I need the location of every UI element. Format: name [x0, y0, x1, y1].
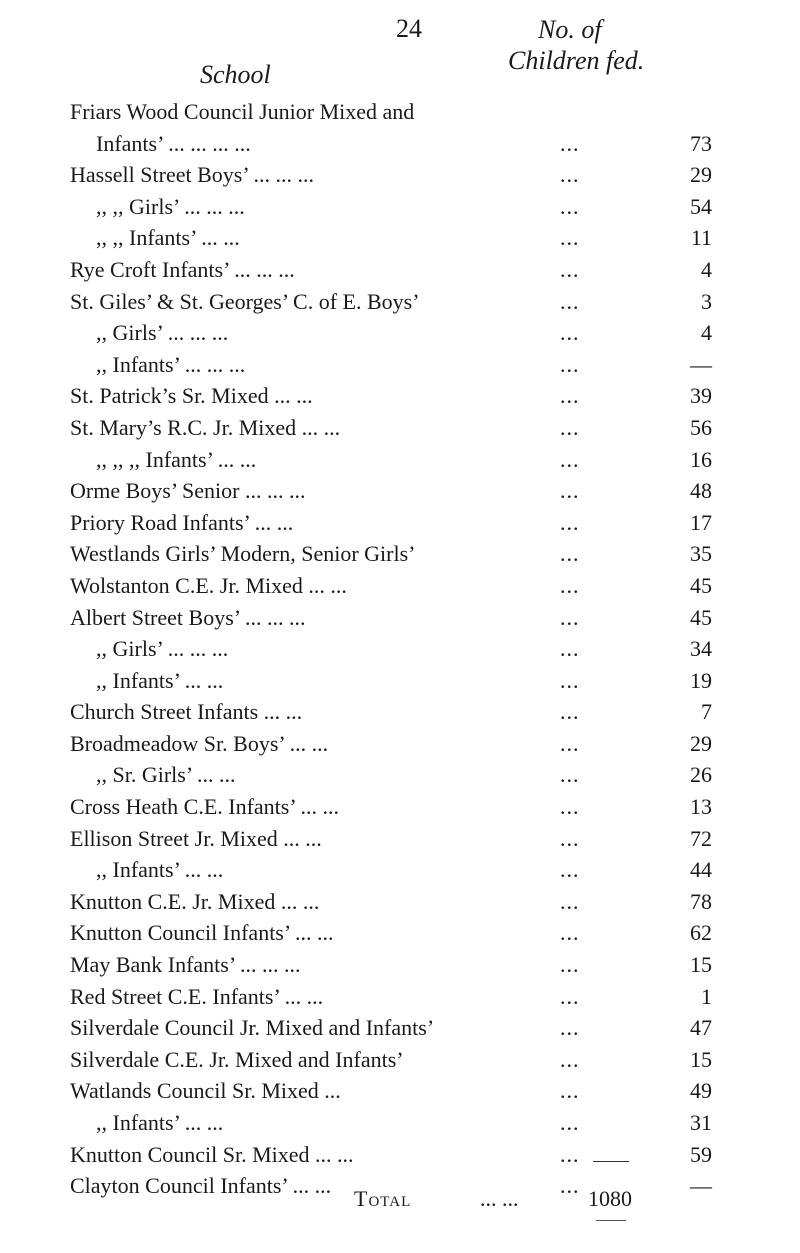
children-fed-value: 4: [701, 256, 712, 282]
total-leader-dots: ... ...: [480, 1186, 519, 1211]
table-row: [70, 475, 770, 507]
table-row: [70, 1075, 770, 1107]
school-name: Westlands Girls’ Modern, Senior Girls’: [70, 541, 416, 567]
school-name: Knutton Council Sr. Mixed ... ...: [70, 1141, 354, 1167]
table-row: [70, 538, 770, 570]
school-name: ,, Infants’ ... ...: [96, 857, 224, 883]
table-row: [70, 254, 770, 286]
school-name: Ellison Street Jr. Mixed ... ...: [70, 825, 322, 851]
children-fed-value: 78: [690, 888, 712, 914]
school-name: Albert Street Boys’ ... ... ...: [70, 604, 306, 630]
school-name: ,, Infants’ ... ...: [96, 1110, 224, 1135]
children-fed-value: 31: [690, 1110, 712, 1135]
school-name: ,, Infants’ ... ...: [96, 667, 224, 693]
school-name: Watlands Council Sr. Mixed ...: [70, 1078, 341, 1104]
table-row: [70, 1107, 770, 1139]
children-fed-value: 48: [690, 478, 712, 504]
leader-dots: ...: [560, 952, 580, 978]
total-label: Total: [354, 1186, 412, 1211]
total-row: [0, 1183, 800, 1215]
table-row: [70, 507, 770, 539]
school-name: ,, Girls’ ... ... ...: [96, 636, 229, 662]
children-fed-value: 13: [690, 794, 712, 820]
school-name: Cross Heath C.E. Infants’ ... ...: [70, 794, 340, 820]
children-fed-value: 59: [690, 1141, 712, 1167]
leader-dots: ...: [560, 446, 580, 472]
children-fed-value: 56: [690, 414, 712, 440]
school-name: Broadmeadow Sr. Boys’ ... ...: [70, 730, 329, 756]
leader-dots: ...: [560, 541, 580, 567]
leader-dots: ...: [560, 857, 580, 883]
leader-dots: ...: [560, 288, 580, 314]
children-fed-value: 7: [701, 699, 712, 725]
leader-dots: ...: [560, 478, 580, 504]
leader-dots: ...: [560, 762, 580, 788]
children-fed-value: 47: [690, 1015, 712, 1041]
leader-dots: ...: [560, 699, 580, 725]
children-fed-value: 34: [690, 636, 712, 662]
children-fed-value: 29: [690, 162, 712, 188]
school-name: St. Patrick’s Sr. Mixed ... ...: [70, 383, 313, 409]
table-row: [70, 665, 770, 697]
leader-dots: ...: [560, 794, 580, 820]
school-column-heading: School: [200, 60, 271, 89]
table-row: [70, 222, 770, 254]
table-row: [70, 728, 770, 760]
leader-dots: ...: [560, 1173, 580, 1199]
table-row: [70, 886, 770, 918]
leader-dots: ...: [560, 888, 580, 914]
page-number: 24: [396, 14, 422, 43]
table-row: [70, 412, 770, 444]
table-row: [70, 854, 770, 886]
school-name: Clayton Council Infants’ ... ...: [70, 1173, 332, 1199]
leader-dots: ...: [560, 351, 580, 377]
children-fed-value: 35: [690, 541, 712, 567]
children-fed-value: 11: [690, 225, 712, 251]
table-row: [70, 759, 770, 791]
total-value: 1080: [588, 1186, 632, 1211]
leader-dots: ...: [560, 730, 580, 756]
school-name: Hassell Street Boys’ ... ... ...: [70, 162, 315, 188]
children-fed-value: 16: [690, 446, 712, 472]
table-row: [70, 791, 770, 823]
school-name: Priory Road Infants’ ... ...: [70, 509, 294, 535]
school-name: St. Mary’s R.C. Jr. Mixed ... ...: [70, 414, 341, 440]
children-fed-value: 73: [690, 130, 712, 156]
school-name: ,, Girls’ ... ... ...: [96, 320, 229, 346]
children-fed-value: 4: [701, 320, 712, 346]
children-fed-value: 54: [690, 193, 712, 219]
children-fed-value: 3: [701, 288, 712, 314]
children-fed-value: 29: [690, 730, 712, 756]
school-name: Friars Wood Council Junior Mixed and: [70, 99, 415, 124]
leader-dots: ...: [560, 604, 580, 630]
leader-dots: ...: [560, 667, 580, 693]
children-fed-value: 19: [690, 667, 712, 693]
school-name: St. Giles’ & St. Georges’ C. of E. Boys’: [70, 288, 420, 314]
children-fed-value: —: [690, 351, 712, 377]
school-name: ,, Sr. Girls’ ... ...: [96, 762, 236, 788]
leader-dots: ...: [560, 1078, 580, 1104]
leader-dots: ...: [560, 320, 580, 346]
children-fed-value: 17: [690, 509, 712, 535]
school-name: Silverdale C.E. Jr. Mixed and Infants’: [70, 1046, 404, 1072]
children-fed-value: 72: [690, 825, 712, 851]
table-row: [70, 633, 770, 665]
children-fed-value: —: [690, 1173, 712, 1199]
table-row: [70, 96, 770, 128]
table-row: [70, 317, 770, 349]
school-name: Red Street C.E. Infants’ ... ...: [70, 983, 324, 1009]
table-row: [70, 159, 770, 191]
leader-dots: ...: [560, 1046, 580, 1072]
school-name: Orme Boys’ Senior ... ... ...: [70, 478, 306, 504]
children-fed-value: 49: [690, 1078, 712, 1104]
children-fed-value: 45: [690, 604, 712, 630]
table-row: [70, 380, 770, 412]
table-row: [70, 1044, 770, 1076]
leader-dots: ...: [560, 1141, 580, 1167]
school-name: Church Street Infants ... ...: [70, 699, 303, 725]
school-name: Knutton Council Infants’ ... ...: [70, 920, 334, 946]
table-row: [70, 823, 770, 855]
leader-dots: ...: [560, 383, 580, 409]
children-fed-value: 15: [690, 952, 712, 978]
leader-dots: ...: [560, 920, 580, 946]
school-name: Wolstanton C.E. Jr. Mixed ... ...: [70, 572, 347, 598]
school-name: Silverdale Council Jr. Mixed and Infants’: [70, 1015, 435, 1041]
school-name: ,, Infants’ ... ... ...: [96, 351, 246, 377]
children-fed-value: 15: [690, 1046, 712, 1072]
children-fed-value: 62: [690, 920, 712, 946]
table-row: [70, 1139, 770, 1171]
total-top-rule: [593, 1161, 629, 1162]
school-list: [70, 96, 770, 1202]
school-name: Rye Croft Infants’ ... ... ...: [70, 256, 295, 282]
school-name: May Bank Infants’ ... ... ...: [70, 952, 301, 978]
children-fed-value: 45: [690, 572, 712, 598]
children-fed-value: 26: [690, 762, 712, 788]
table-row: [70, 981, 770, 1013]
school-name: ,, ,, Girls’ ... ... ...: [96, 193, 245, 219]
leader-dots: ...: [560, 130, 580, 156]
school-name: ,, ,, ,, Infants’ ... ...: [96, 446, 257, 472]
table-row: [70, 696, 770, 728]
table-row: [70, 570, 770, 602]
children-fed-value: 1: [701, 983, 712, 1009]
leader-dots: ...: [560, 825, 580, 851]
table-row: [70, 191, 770, 223]
leader-dots: ...: [560, 414, 580, 440]
leader-dots: ...: [560, 1015, 580, 1041]
children-fed-value: 44: [690, 857, 712, 883]
children-fed-value: 39: [690, 383, 712, 409]
children-fed-heading-line2: Children fed.: [508, 46, 645, 75]
children-fed-column-heading: [508, 14, 788, 76]
leader-dots: ...: [560, 572, 580, 598]
school-name: ,, ,, Infants’ ... ...: [96, 225, 240, 251]
leader-dots: ...: [560, 509, 580, 535]
leader-dots: ...: [560, 636, 580, 662]
table-row: [70, 128, 770, 160]
table-row: [70, 602, 770, 634]
leader-dots: ...: [560, 256, 580, 282]
table-row: [70, 1012, 770, 1044]
table-row: [70, 349, 770, 381]
table-row: [70, 286, 770, 318]
table-row: [70, 917, 770, 949]
leader-dots: ...: [560, 983, 580, 1009]
table-row: [70, 949, 770, 981]
table-row: [70, 444, 770, 476]
leader-dots: ...: [560, 1110, 580, 1135]
school-name: Infants’ ... ... ... ...: [96, 130, 251, 156]
leader-dots: ...: [560, 225, 580, 251]
total-bottom-rule: [596, 1220, 626, 1221]
leader-dots: ...: [560, 162, 580, 188]
leader-dots: ...: [560, 193, 580, 219]
children-fed-heading-line1: No. of: [538, 15, 602, 44]
school-name: Knutton C.E. Jr. Mixed ... ...: [70, 888, 320, 914]
